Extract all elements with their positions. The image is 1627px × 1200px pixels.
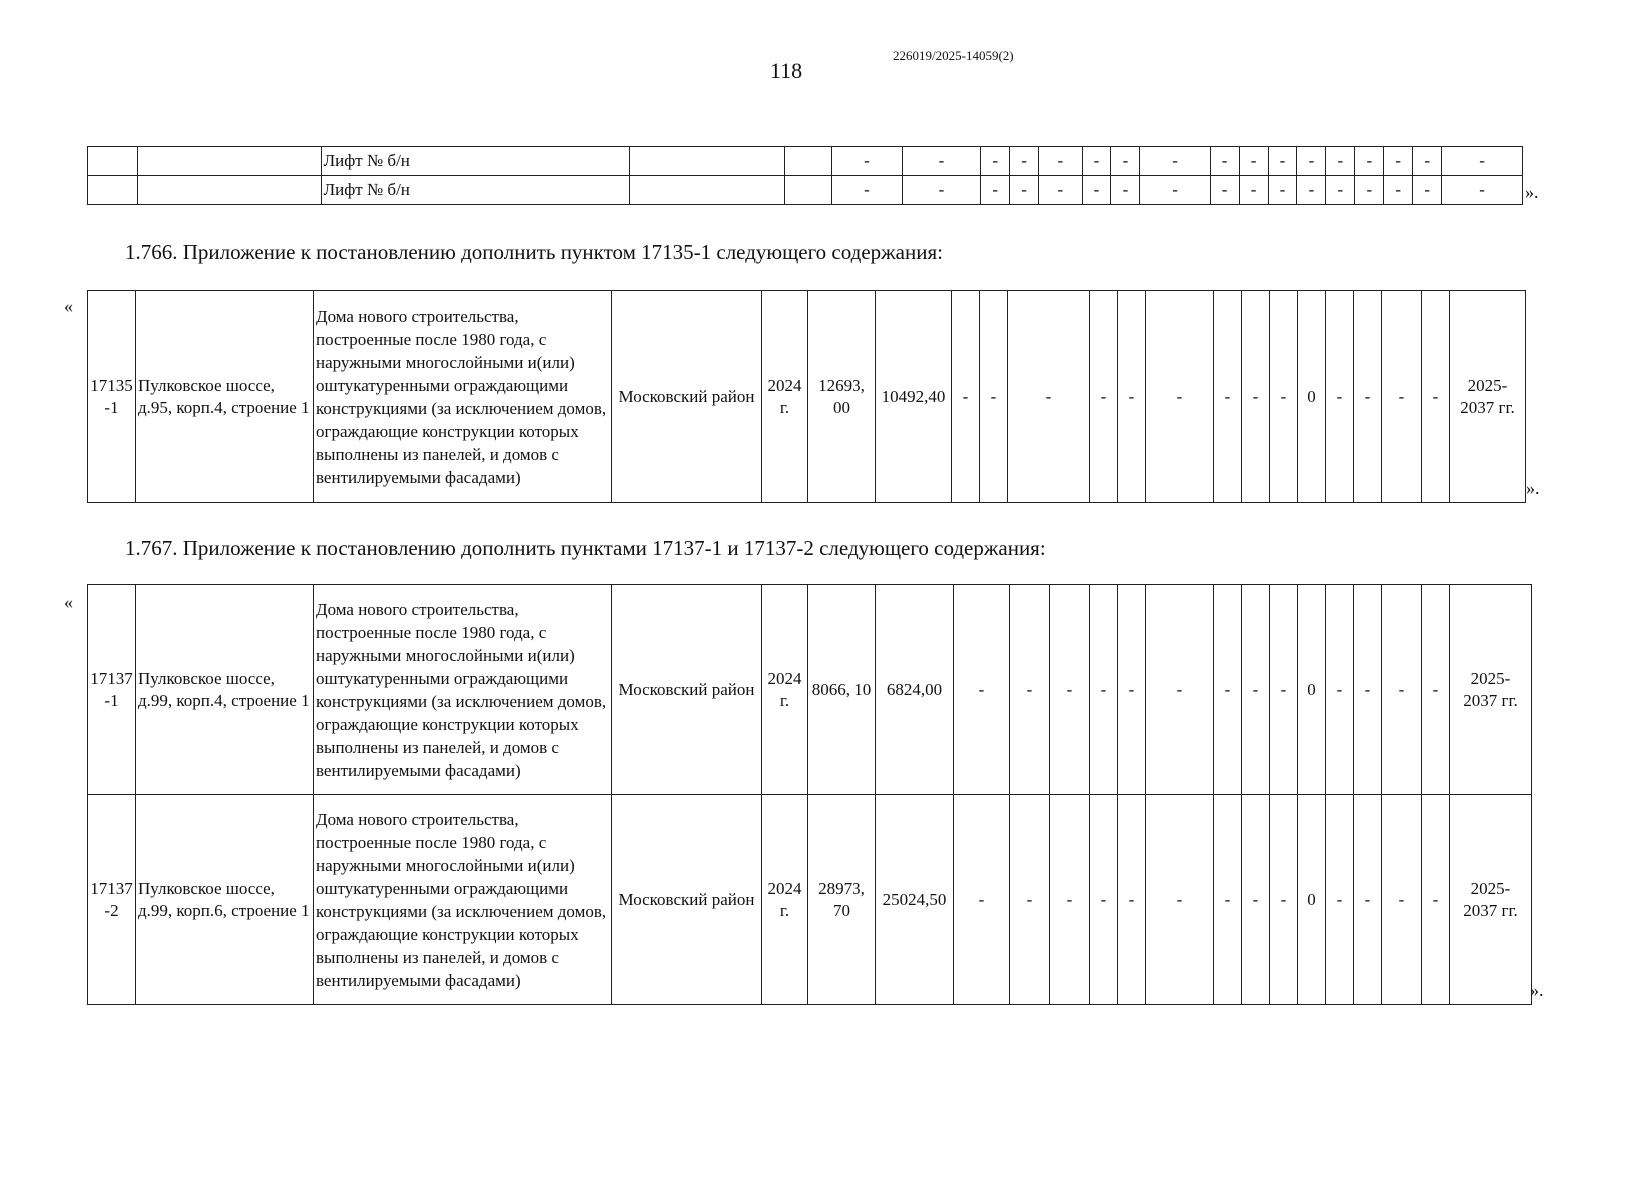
value-cell: - (1050, 585, 1090, 795)
dash-cell: - (1326, 176, 1355, 205)
value-cell: - (1146, 291, 1214, 503)
district: Московский район (612, 795, 762, 1005)
dash-cell: - (1355, 147, 1384, 176)
dash-cell: - (1010, 147, 1039, 176)
value-cell: - (1050, 795, 1090, 1005)
dash-cell: - (832, 176, 902, 205)
dash-cell: - (1082, 176, 1111, 205)
dash-cell: - (1010, 176, 1039, 205)
value-cell: - (954, 585, 1010, 795)
value-cell: - (954, 795, 1010, 1005)
dash-cell: - (981, 176, 1010, 205)
table-row (88, 176, 1523, 205)
dash-cell: - (1326, 147, 1355, 176)
value-cell: - (1326, 795, 1354, 1005)
table-1766 (87, 290, 1526, 503)
dash-cell: - (1140, 176, 1210, 205)
dash-cell: - (1355, 176, 1384, 205)
area-total: 12693, 00 (808, 291, 876, 503)
dash-cell: - (981, 147, 1010, 176)
dash-cell: - (1210, 176, 1239, 205)
district: Московский район (612, 585, 762, 795)
district: Московский район (612, 291, 762, 503)
value-cell: 0 (1298, 291, 1326, 503)
value-cell: - (1382, 291, 1422, 503)
row-number: 17137 -1 (88, 585, 136, 795)
dash-cell: - (902, 147, 981, 176)
cell-empty (784, 176, 832, 205)
value-cell: - (1354, 585, 1382, 795)
dash-cell: - (1210, 147, 1239, 176)
cell-empty (629, 147, 784, 176)
table-row (88, 795, 1532, 1005)
value-cell: - (1422, 291, 1450, 503)
value-cell: - (1010, 795, 1050, 1005)
row-number: 17137 -2 (88, 795, 136, 1005)
value-cell: - (1242, 795, 1270, 1005)
cell-empty (137, 147, 321, 176)
value-cell: - (952, 291, 980, 503)
year: 2024 г. (762, 291, 808, 503)
dash-cell: - (1140, 147, 1210, 176)
dash-cell: - (1082, 147, 1111, 176)
value-cell: - (1090, 291, 1118, 503)
period: 2025- 2037 гг. (1450, 291, 1526, 503)
value-cell: - (1270, 585, 1298, 795)
dash-cell: - (1297, 147, 1326, 176)
value-cell: - (1146, 585, 1214, 795)
dash-cell: - (1239, 147, 1268, 176)
item-label: Лифт № б/н (321, 176, 629, 205)
document-id: 226019/2025-14059(2) (893, 48, 1014, 63)
value-cell: - (980, 291, 1008, 503)
area-total: 8066, 10 (808, 585, 876, 795)
table-row (88, 291, 1526, 503)
opening-quote: « (64, 296, 73, 316)
value-cell: - (1326, 291, 1354, 503)
paragraph-1766: 1.766. Приложение к постановлению дополнить пунктом 17135-1 следующего содержания: (125, 240, 943, 264)
value-cell: - (1242, 291, 1270, 503)
dash-cell: - (1384, 147, 1413, 176)
opening-quote: « (64, 592, 73, 612)
closing-quote: ». (1526, 478, 1540, 498)
address: Пулковское шоссе, д.99, корп.4, строение 1 (136, 585, 314, 795)
closing-quote: ». (1525, 182, 1539, 202)
cell-empty (88, 176, 138, 205)
value-cell: - (1422, 585, 1450, 795)
value-cell: - (1214, 291, 1242, 503)
area-living: 6824,00 (876, 585, 954, 795)
value-cell: - (1422, 795, 1450, 1005)
dash-cell: - (1039, 176, 1082, 205)
dash-cell: - (1384, 176, 1413, 205)
table-row (88, 585, 1532, 795)
dash-cell: - (1268, 176, 1297, 205)
value-cell: - (1118, 291, 1146, 503)
paragraph-1767: 1.767. Приложение к постановлению дополнить пунктами 17137-1 и 17137-2 следующего содержания: (125, 536, 1046, 560)
cell-empty (137, 176, 321, 205)
building-type: Дома нового строительства, построенные после 1980 года, с наружными многослойными и(или) оштукатуренными ограждающими конструкциями (за исключением домов, ограждающие конструкции которых выполнены из панелей, и домов с вентилируемыми фасадами) (314, 795, 612, 1005)
closing-quote: ». (1530, 980, 1544, 1000)
value-cell: - (1354, 795, 1382, 1005)
year: 2024 г. (762, 795, 808, 1005)
dash-cell: - (1239, 176, 1268, 205)
value-cell: - (1326, 585, 1354, 795)
dash-cell: - (1297, 176, 1326, 205)
cell-empty (784, 147, 832, 176)
address: Пулковское шоссе, д.95, корп.4, строение 1 (136, 291, 314, 503)
address: Пулковское шоссе, д.99, корп.6, строение 1 (136, 795, 314, 1005)
table-row (88, 147, 1523, 176)
value-cell: - (1146, 795, 1214, 1005)
area-total: 28973, 70 (808, 795, 876, 1005)
value-cell: - (1008, 291, 1090, 503)
value-cell: - (1382, 795, 1422, 1005)
value-cell: - (1214, 585, 1242, 795)
period: 2025- 2037 гг. (1450, 795, 1532, 1005)
cell-empty (88, 147, 138, 176)
row-number: 17135 -1 (88, 291, 136, 503)
value-cell: - (1354, 291, 1382, 503)
area-living: 10492,40 (876, 291, 952, 503)
value-cell: - (1090, 795, 1118, 1005)
value-cell: - (1010, 585, 1050, 795)
dash-cell: - (1413, 147, 1442, 176)
table-1767 (87, 584, 1532, 1005)
building-type: Дома нового строительства, построенные после 1980 года, с наружными многослойными и(или) оштукатуренными ограждающими конструкциями (за исключением домов, ограждающие конструкции которых выполнены из панелей, и домов с вентилируемыми фасадами) (314, 585, 612, 795)
dash-cell: - (902, 176, 981, 205)
value-cell: - (1270, 291, 1298, 503)
page-number: 118 (770, 58, 803, 83)
dash-cell: - (1111, 147, 1140, 176)
dash-cell: - (1442, 176, 1523, 205)
dash-cell: - (1039, 147, 1082, 176)
dash-cell: - (1413, 176, 1442, 205)
dash-cell: - (832, 147, 902, 176)
dash-cell: - (1442, 147, 1523, 176)
top-table (87, 146, 1523, 205)
value-cell: - (1090, 585, 1118, 795)
year: 2024 г. (762, 585, 808, 795)
value-cell: 0 (1298, 795, 1326, 1005)
period: 2025- 2037 гг. (1450, 585, 1532, 795)
building-type: Дома нового строительства, построенные после 1980 года, с наружными многослойными и(или) оштукатуренными ограждающими конструкциями (за исключением домов, ограждающие конструкции которых выполнены из панелей, и домов с вентилируемыми фасадами) (314, 291, 612, 503)
dash-cell: - (1268, 147, 1297, 176)
value-cell: - (1382, 585, 1422, 795)
value-cell: - (1242, 585, 1270, 795)
value-cell: - (1118, 795, 1146, 1005)
dash-cell: - (1111, 176, 1140, 205)
value-cell: - (1214, 795, 1242, 1005)
cell-empty (629, 176, 784, 205)
value-cell: - (1270, 795, 1298, 1005)
item-label: Лифт № б/н (321, 147, 629, 176)
area-living: 25024,50 (876, 795, 954, 1005)
value-cell: 0 (1298, 585, 1326, 795)
value-cell: - (1118, 585, 1146, 795)
